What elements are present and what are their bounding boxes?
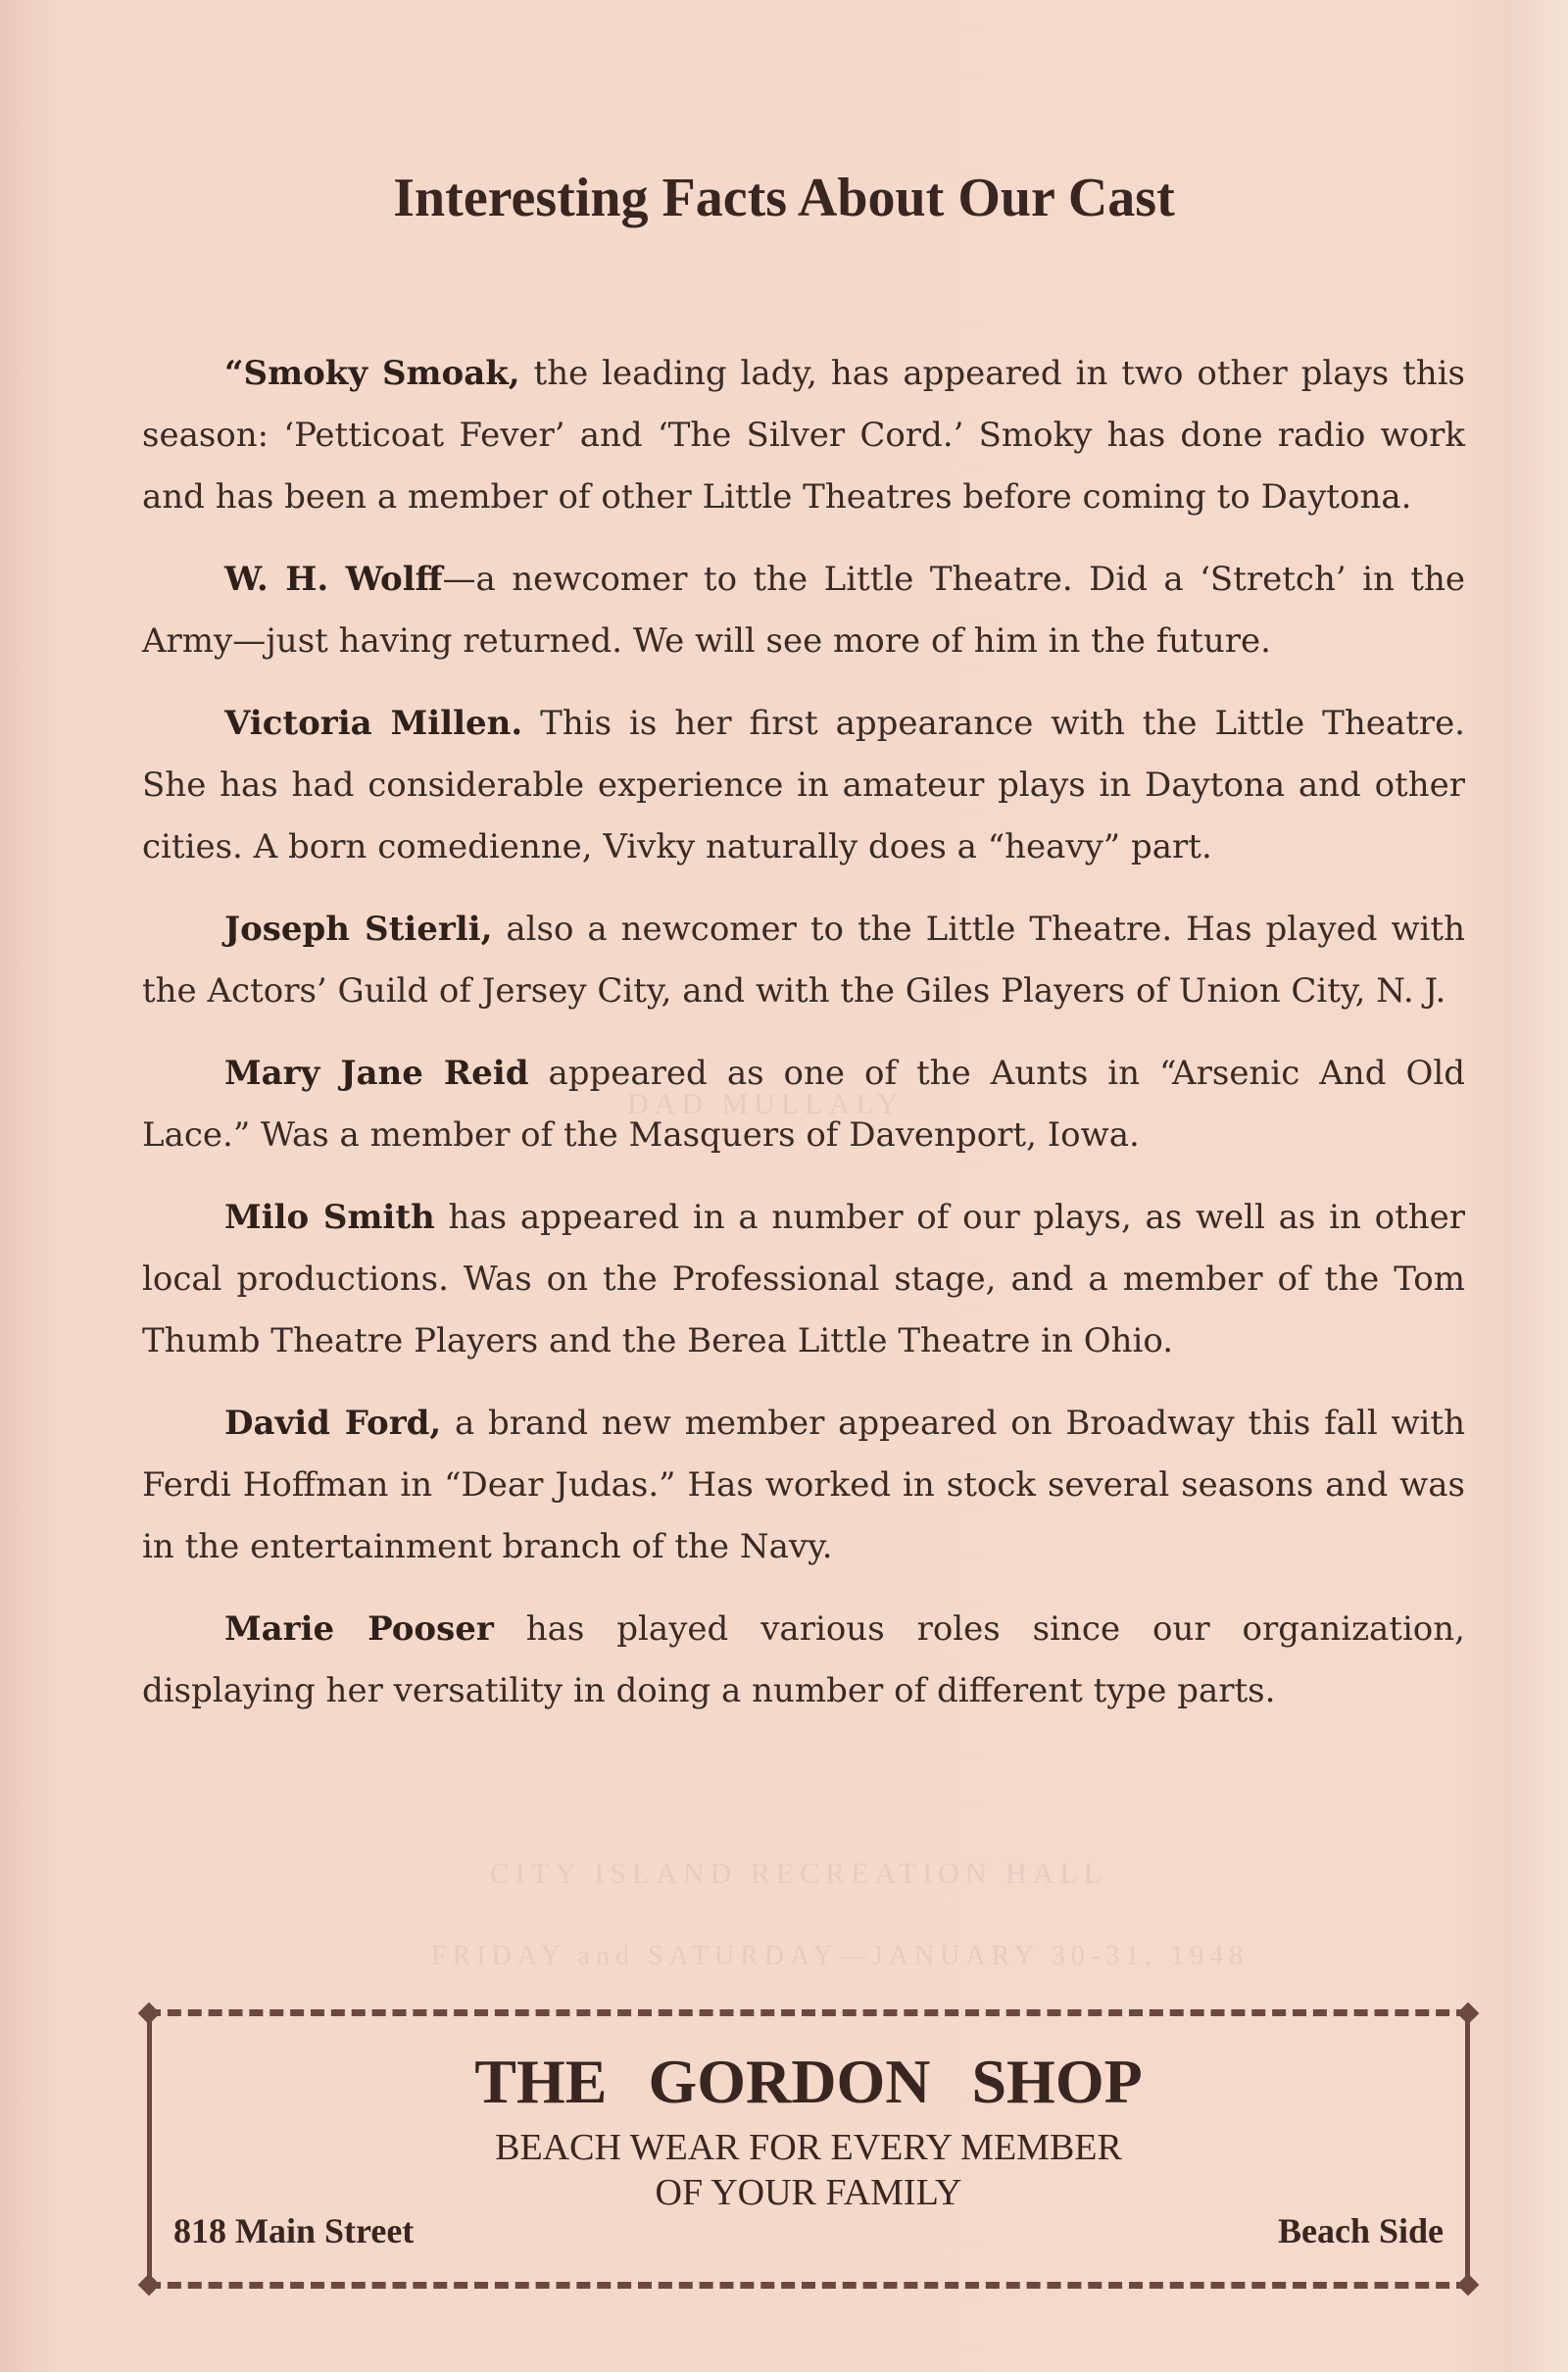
- page-title: Interesting Facts About Our Cast: [393, 168, 1175, 228]
- cast-member-name: Marie Pooser: [224, 1609, 494, 1649]
- cast-member-name: “Smoky Smoak,: [224, 354, 520, 393]
- cast-member-bio: also a newcomer to the Little Theatre. Has played with the Actors’ Guild of Jersey City, and with the Giles Players of Union City, N. J.: [142, 910, 1465, 1011]
- ornament-icon: [1457, 2002, 1480, 2025]
- cast-member-bio: This is her first appearance with the Little Theatre. She has had considerable experience in amateur plays in Daytona and other cities. A born comedienne, Vivky naturally does a “heavy” part.: [142, 704, 1465, 866]
- cast-member-name: Milo Smith: [224, 1198, 435, 1237]
- cast-member-name: Victoria Millen.: [224, 704, 523, 743]
- cast-note: [142, 343, 1465, 528]
- page-edge-shading: [1509, 0, 1568, 2372]
- shop-advertisement: [147, 2009, 1470, 2289]
- cast-note: [142, 549, 1465, 672]
- cast-member-bio: has played various roles since our organization, displaying her versatility in doing a number of different type parts.: [142, 1609, 1465, 1710]
- shop-tagline: BEACH WEAR FOR EVERY MEMBER: [495, 2127, 1122, 2168]
- cast-note: [142, 693, 1465, 878]
- cast-member-bio: —a newcomer to the Little Theatre. Did a ‘Stretch’ in the Army—just having returned. We will see more of him in the future.: [142, 560, 1465, 661]
- bleed-through-text: FRIDAY and SATURDAY—JANUARY 30-31, 1948: [431, 1941, 1250, 1971]
- cast-notes: [142, 343, 1465, 1743]
- cast-member-name: W. H. Wolff: [224, 560, 443, 599]
- cast-note: [142, 1187, 1465, 1372]
- shop-location: Beach Side: [1277, 2211, 1444, 2250]
- cast-member-name: David Ford,: [224, 1404, 442, 1443]
- cast-note: [142, 1599, 1465, 1722]
- shop-tagline: OF YOUR FAMILY: [655, 2172, 962, 2213]
- cast-member-bio: the leading lady, has appeared in two other plays this season: ‘Petticoat Fever’ and ‘The Silver Cord.’ Smoky has done radio work and has been a member of other Little Theatres before coming to Daytona.: [142, 354, 1466, 517]
- shop-name: THE GORDON SHOP: [474, 2047, 1143, 2116]
- cast-note: [142, 1393, 1465, 1578]
- cast-member-name: Joseph Stierli,: [224, 910, 493, 949]
- bleed-through-text: CITY ISLAND RECREATION HALL: [490, 1857, 1108, 1890]
- cast-note: [142, 1043, 1465, 1166]
- ornament-icon: [138, 2002, 161, 2025]
- cast-member-bio: has appeared in a number of our plays, as well as in other local productions. Was on the Professional stage, and a member of the Tom Thumb Theatre Players and the Berea Little Theatre in Ohio.: [142, 1198, 1466, 1360]
- cast-member-bio: a brand new member appeared on Broadway this fall with Ferdi Hoffman in “Dear Judas.” Has worked in stock several seasons and was in the entertainment branch of the Navy.: [142, 1404, 1465, 1566]
- cast-member-bio: appeared as one of the Aunts in “Arsenic And Old Lace.” Was a member of the Masquers of Davenport, Iowa.: [142, 1054, 1465, 1155]
- ornament-icon: [138, 2274, 161, 2297]
- cast-note: [142, 899, 1465, 1022]
- shop-address: 818 Main Street: [173, 2211, 415, 2250]
- bleed-through-text: DAD MULLALY: [627, 1088, 905, 1120]
- cast-member-name: Mary Jane Reid: [224, 1054, 529, 1093]
- ornament-icon: [1457, 2274, 1480, 2297]
